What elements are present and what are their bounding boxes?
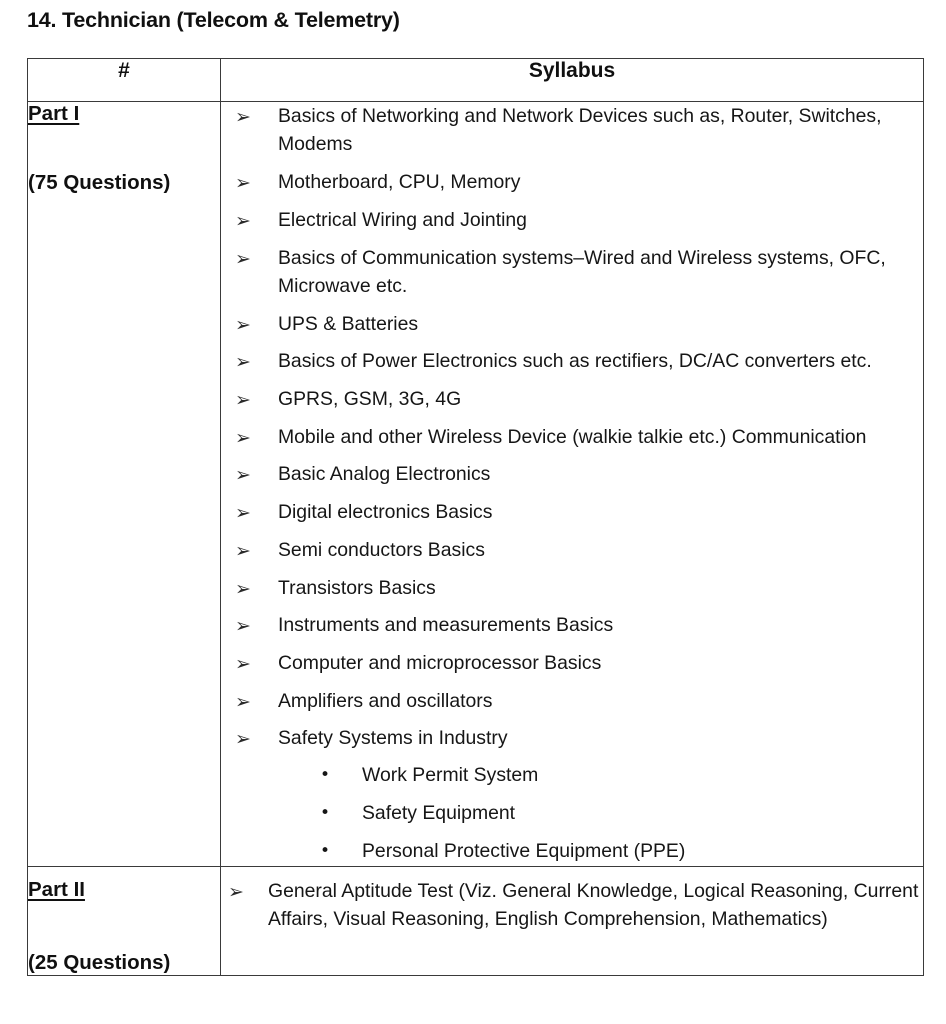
list-item (221, 385, 923, 413)
list-item (278, 761, 923, 789)
list-item (221, 310, 923, 338)
list-item-text: Personal Protective Equipment (PPE) (362, 839, 686, 862)
list-item (221, 168, 923, 196)
list-item (221, 460, 923, 488)
list-item (221, 877, 923, 934)
table-row (28, 866, 924, 975)
list-item-text: Computer and microprocessor Basics (278, 651, 602, 674)
part-two-title: Part II (28, 877, 85, 901)
list-item-text: Safety Systems in Industry (278, 727, 508, 750)
arrowhead-bullet-icon: ➢ (228, 880, 244, 903)
table-row (28, 102, 924, 867)
arrowhead-bullet-icon: ➢ (235, 502, 251, 525)
list-item (221, 536, 923, 564)
list-item (221, 102, 923, 159)
list-item-text: Basics of Communication systems–Wired and Wireless systems, OFC, Microwave etc. (278, 246, 886, 297)
round-bullet-icon: • (320, 840, 331, 861)
syllabus-table (27, 58, 924, 976)
list-item (221, 611, 923, 639)
arrowhead-bullet-icon: ➢ (235, 389, 251, 412)
arrowhead-bullet-icon: ➢ (235, 247, 251, 270)
list-item (221, 347, 923, 375)
arrowhead-bullet-icon: ➢ (235, 464, 251, 487)
arrowhead-bullet-icon: ➢ (235, 172, 251, 195)
list-item-text: Mobile and other Wireless Device (walkie talkie etc.) Communication (278, 425, 867, 448)
arrowhead-bullet-icon: ➢ (235, 209, 251, 232)
round-bullet-icon: • (320, 764, 331, 785)
column-header-syllabus: Syllabus (221, 59, 924, 102)
page-title: 14. Technician (Telecom & Telemetry) (27, 8, 400, 32)
arrowhead-bullet-icon: ➢ (235, 106, 251, 128)
arrowhead-bullet-icon: ➢ (235, 313, 251, 336)
list-item-text: Semi conductors Basics (278, 538, 485, 561)
list-item (221, 498, 923, 526)
round-bullet-icon: • (320, 802, 331, 823)
arrowhead-bullet-icon: ➢ (235, 615, 251, 638)
list-item-text: Amplifiers and oscillators (278, 689, 493, 712)
list-item-text: Basics of Power Electronics such as rectifiers, DC/AC converters etc. (278, 350, 872, 373)
part-two-question-count: (25 Questions) (28, 950, 171, 974)
list-item-text: Work Permit System (362, 763, 539, 786)
arrowhead-bullet-icon: ➢ (235, 652, 251, 675)
table-header-row (28, 59, 924, 102)
list-item (221, 423, 923, 451)
arrowhead-bullet-icon: ➢ (235, 426, 251, 449)
list-item-text: Motherboard, CPU, Memory (278, 171, 521, 194)
list-item (278, 799, 923, 827)
part-one-bullet-list (221, 102, 923, 865)
list-item-text: Basics of Networking and Network Devices such as, Router, Switches, Modems (278, 105, 882, 156)
list-item-text: General Aptitude Test (Viz. General Knowledge, Logical Reasoning, Current Affairs, Visual Reasoning, English Comprehension, Mathematics) (268, 879, 919, 931)
part-one-title: Part I (28, 102, 80, 125)
list-item (221, 206, 923, 234)
list-item (221, 687, 923, 715)
part-two-bullet-list (221, 877, 923, 934)
part-one-syllabus-cell (221, 102, 924, 867)
list-item (278, 837, 923, 865)
arrowhead-bullet-icon: ➢ (235, 539, 251, 562)
list-item (221, 649, 923, 677)
part-one-question-count: (75 Questions) (28, 171, 171, 194)
list-item-text: Digital electronics Basics (278, 501, 493, 524)
list-item (221, 724, 923, 865)
list-item-text: Instruments and measurements Basics (278, 614, 614, 637)
list-item-text: GPRS, GSM, 3G, 4G (278, 388, 462, 411)
part-one-label-cell (28, 102, 221, 867)
list-item (221, 574, 923, 602)
arrowhead-bullet-icon: ➢ (235, 728, 251, 751)
list-item-text: Electrical Wiring and Jointing (278, 208, 527, 231)
list-item (221, 244, 923, 301)
safety-systems-sublist (278, 761, 923, 865)
list-item-text: Basic Analog Electronics (278, 463, 491, 486)
part-two-syllabus-cell (221, 866, 924, 975)
list-item-text: Safety Equipment (362, 801, 516, 824)
arrowhead-bullet-icon: ➢ (235, 577, 251, 600)
arrowhead-bullet-icon: ➢ (235, 690, 251, 713)
arrowhead-bullet-icon: ➢ (235, 351, 251, 374)
list-item-text: UPS & Batteries (278, 312, 419, 335)
list-item-text: Transistors Basics (278, 576, 436, 599)
column-header-number: # (28, 59, 221, 102)
part-two-label-cell (28, 866, 221, 975)
